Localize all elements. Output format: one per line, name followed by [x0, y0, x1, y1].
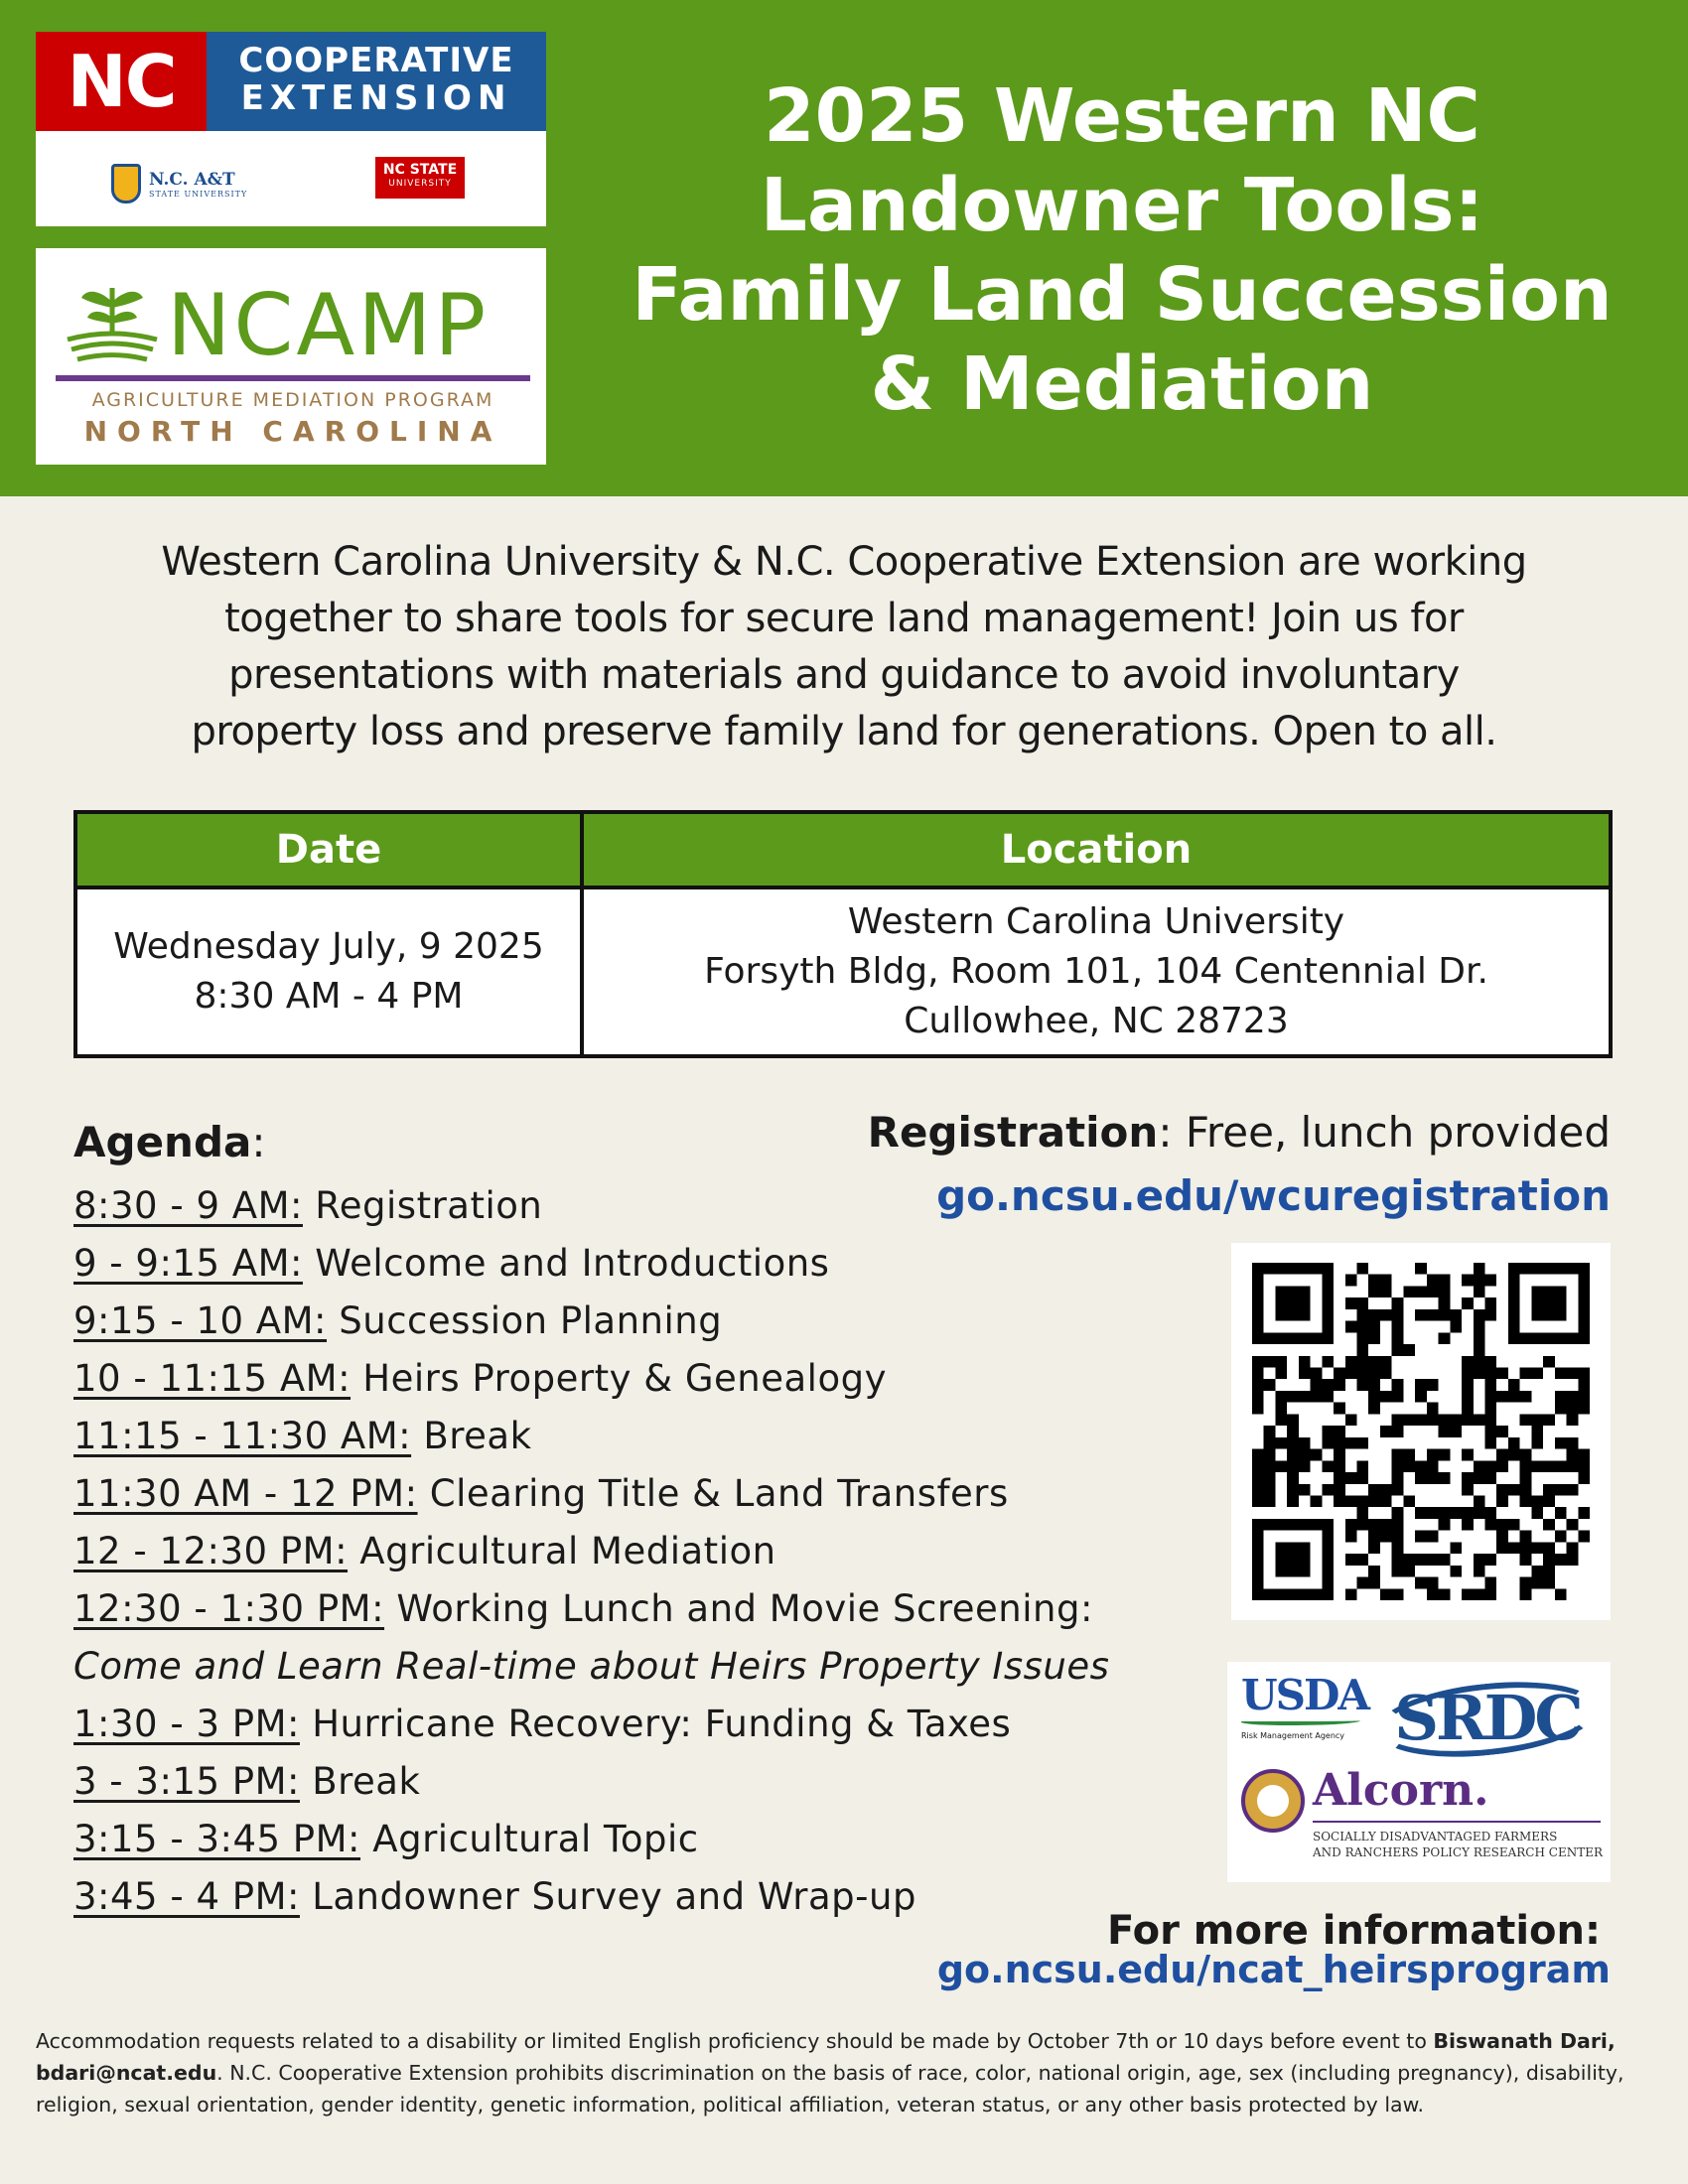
- footer-text: Accommodation requests related to a disability or limited English proficiency should be made by October 7th or 10 days before event to: [36, 2029, 1434, 2053]
- partner-logos: [1227, 1662, 1611, 1882]
- event-details-table: [73, 810, 1613, 1058]
- sprout-icon: [58, 278, 167, 369]
- title-line: & Mediation: [870, 341, 1374, 427]
- agenda-item: [73, 1235, 1186, 1293]
- srdc-logo: [1376, 1676, 1599, 1759]
- registration-info: [794, 1108, 1611, 1157]
- footer-text: . N.C. Cooperative Extension prohibits discrimination on the basis of race, color, national origin, age, sex (including pregnancy), disability, religion, sexual orientation, gender identity, genetic information, political affiliation, veteran status, or any other basis protected by law.: [36, 2061, 1624, 2116]
- more-info-label: For more information:: [1106, 1908, 1601, 1954]
- agenda-item: [73, 1350, 1186, 1408]
- table-header-row: [75, 812, 1611, 887]
- ncat-name: N.C. A&T: [149, 169, 235, 190]
- agenda-time: 3 - 3:15 PM:: [73, 1760, 300, 1803]
- agenda-time: 10 - 11:15 AM:: [73, 1357, 352, 1400]
- nc-logo-wordmark: [207, 32, 546, 131]
- registration-label: Registration: [867, 1108, 1159, 1157]
- agenda-desc: Welcome and Introductions: [302, 1242, 830, 1285]
- agenda-item: [73, 1293, 1186, 1350]
- title-line: Landowner Tools:: [760, 163, 1484, 248]
- ncstate-logo: [375, 157, 465, 199]
- alcorn-subtitle: [1313, 1829, 1607, 1860]
- agenda-item-subtitle: [73, 1638, 1186, 1696]
- agenda-desc: Registration: [302, 1184, 543, 1227]
- ncstate-name: NC STATE: [382, 162, 458, 178]
- alcorn-divider: [1313, 1821, 1601, 1823]
- agenda-item: [73, 1753, 1186, 1811]
- agenda-item: [73, 1696, 1186, 1753]
- agenda-heading-text: Agenda: [73, 1118, 252, 1166]
- ncamp-subtitle: AGRICULTURE MEDIATION PROGRAM: [91, 389, 494, 411]
- agenda-desc: Break: [411, 1415, 532, 1457]
- agenda-time: 11:15 - 11:30 AM:: [73, 1415, 412, 1457]
- event-time: 8:30 AM - 4 PM: [194, 976, 464, 1017]
- agenda-time: 3:15 - 3:45 PM:: [73, 1818, 361, 1860]
- registration-link[interactable]: go.ncsu.edu/wcuregistration: [936, 1171, 1611, 1220]
- agenda-desc: Landowner Survey and Wrap-up: [299, 1875, 916, 1918]
- agenda-list: [73, 1177, 1186, 1926]
- agenda-desc: Break: [299, 1760, 421, 1803]
- agenda-time: 1:30 - 3 PM:: [73, 1703, 300, 1745]
- agenda-time: 12:30 - 1:30 PM:: [73, 1587, 385, 1630]
- title-line: 2025 Western NC: [764, 73, 1480, 159]
- location-header: Location: [582, 812, 1611, 887]
- header-banner: [0, 0, 1688, 496]
- agenda-desc: Working Lunch and Movie Screening:: [384, 1587, 1093, 1630]
- agenda-time: 12 - 12:30 PM:: [73, 1530, 349, 1572]
- alcorn-subtitle-line: SOCIALLY DISADVANTAGED FARMERS: [1313, 1830, 1558, 1843]
- location-line: Western Carolina University: [847, 901, 1345, 942]
- agenda-desc: Heirs Property & Genealogy: [351, 1357, 887, 1400]
- agenda-item: [73, 1408, 1186, 1465]
- agenda-desc: Succession Planning: [327, 1299, 723, 1342]
- ncamp-wordmark: NCAMP: [167, 276, 490, 375]
- ncat-sub: STATE UNIVERSITY: [149, 189, 248, 199]
- ncamp-divider: [56, 375, 530, 381]
- more-info-link[interactable]: go.ncsu.edu/ncat_heirsprogram: [936, 1948, 1611, 1991]
- agenda-desc: Clearing Title & Land Transfers: [417, 1472, 1009, 1515]
- alcorn-subtitle-line: AND RANCHERS POLICY RESEARCH CENTER: [1313, 1845, 1603, 1859]
- location-cell: [582, 887, 1611, 1056]
- srdc-wordmark: SRDC: [1394, 1682, 1581, 1754]
- nc-logo-line2: EXTENSION: [240, 78, 512, 118]
- footer-contact: Biswanath Dari, bdari@ncat.edu: [36, 2029, 1616, 2085]
- nc-cooperative-extension-logo: [36, 32, 546, 226]
- agenda-time: 9 - 9:15 AM:: [73, 1242, 303, 1285]
- footer-disclaimer: [36, 2025, 1664, 2120]
- location-line: Forsyth Bldg, Room 101, 104 Centennial Dr.: [704, 951, 1488, 992]
- title-line: Family Land Succession: [632, 252, 1613, 338]
- agenda-time: 11:30 AM - 12 PM:: [73, 1472, 418, 1515]
- intro-paragraph: [79, 534, 1609, 760]
- agenda-heading-colon: :: [251, 1118, 266, 1166]
- ncat-shield-icon: [111, 164, 141, 204]
- ncamp-state: NORTH CAROLINA: [83, 415, 502, 448]
- agenda-time: 8:30 - 9 AM:: [73, 1184, 303, 1227]
- nc-logo-mark: NC: [36, 32, 207, 131]
- intro-line: presentations with materials and guidance to avoid involuntary: [228, 652, 1460, 698]
- page-title: [586, 71, 1658, 429]
- agenda-desc: Come and Learn Real-time about Heirs Property Issues: [73, 1645, 1110, 1688]
- alcorn-seal-icon: [1241, 1769, 1305, 1833]
- nc-logo-top: [36, 32, 546, 131]
- location-line: Cullowhee, NC 28723: [904, 1001, 1289, 1041]
- ncat-logo: [111, 159, 247, 208]
- agenda-item: [73, 1580, 1186, 1638]
- registration-text: : Free, lunch provided: [1158, 1108, 1611, 1157]
- usda-subtitle: Risk Management Agency: [1241, 1731, 1345, 1740]
- agenda-item: [73, 1465, 1186, 1523]
- agenda-time: 9:15 - 10 AM:: [73, 1299, 328, 1342]
- usda-wordmark: USDA: [1241, 1671, 1368, 1719]
- date-cell: [75, 887, 582, 1056]
- agenda-time: 3:45 - 4 PM:: [73, 1875, 300, 1918]
- ncstate-sub: UNIVERSITY: [388, 179, 452, 189]
- table-row: [75, 887, 1611, 1056]
- intro-line: Western Carolina University & N.C. Cooperative Extension are working: [161, 539, 1527, 585]
- agenda-heading: [73, 1118, 266, 1166]
- intro-line: property loss and preserve family land for generations. Open to all.: [191, 709, 1497, 754]
- usda-logo: [1241, 1671, 1368, 1740]
- date-header: Date: [75, 812, 582, 887]
- intro-line: together to share tools for secure land management! Join us for: [224, 596, 1464, 641]
- qr-code-icon: [1251, 1263, 1591, 1600]
- agenda-item: [73, 1523, 1186, 1580]
- agenda-desc: Agricultural Mediation: [348, 1530, 776, 1572]
- nc-logo-line1: COOPERATIVE: [238, 41, 514, 80]
- agenda-desc: Agricultural Topic: [360, 1818, 699, 1860]
- alcorn-wordmark: Alcorn.: [1313, 1765, 1489, 1816]
- event-date: Wednesday July, 9 2025: [113, 926, 544, 967]
- agenda-item: [73, 1811, 1186, 1868]
- ncamp-logo: [36, 248, 546, 465]
- agenda-desc: Hurricane Recovery: Funding & Taxes: [299, 1703, 1012, 1745]
- registration-qr-code[interactable]: [1231, 1243, 1611, 1620]
